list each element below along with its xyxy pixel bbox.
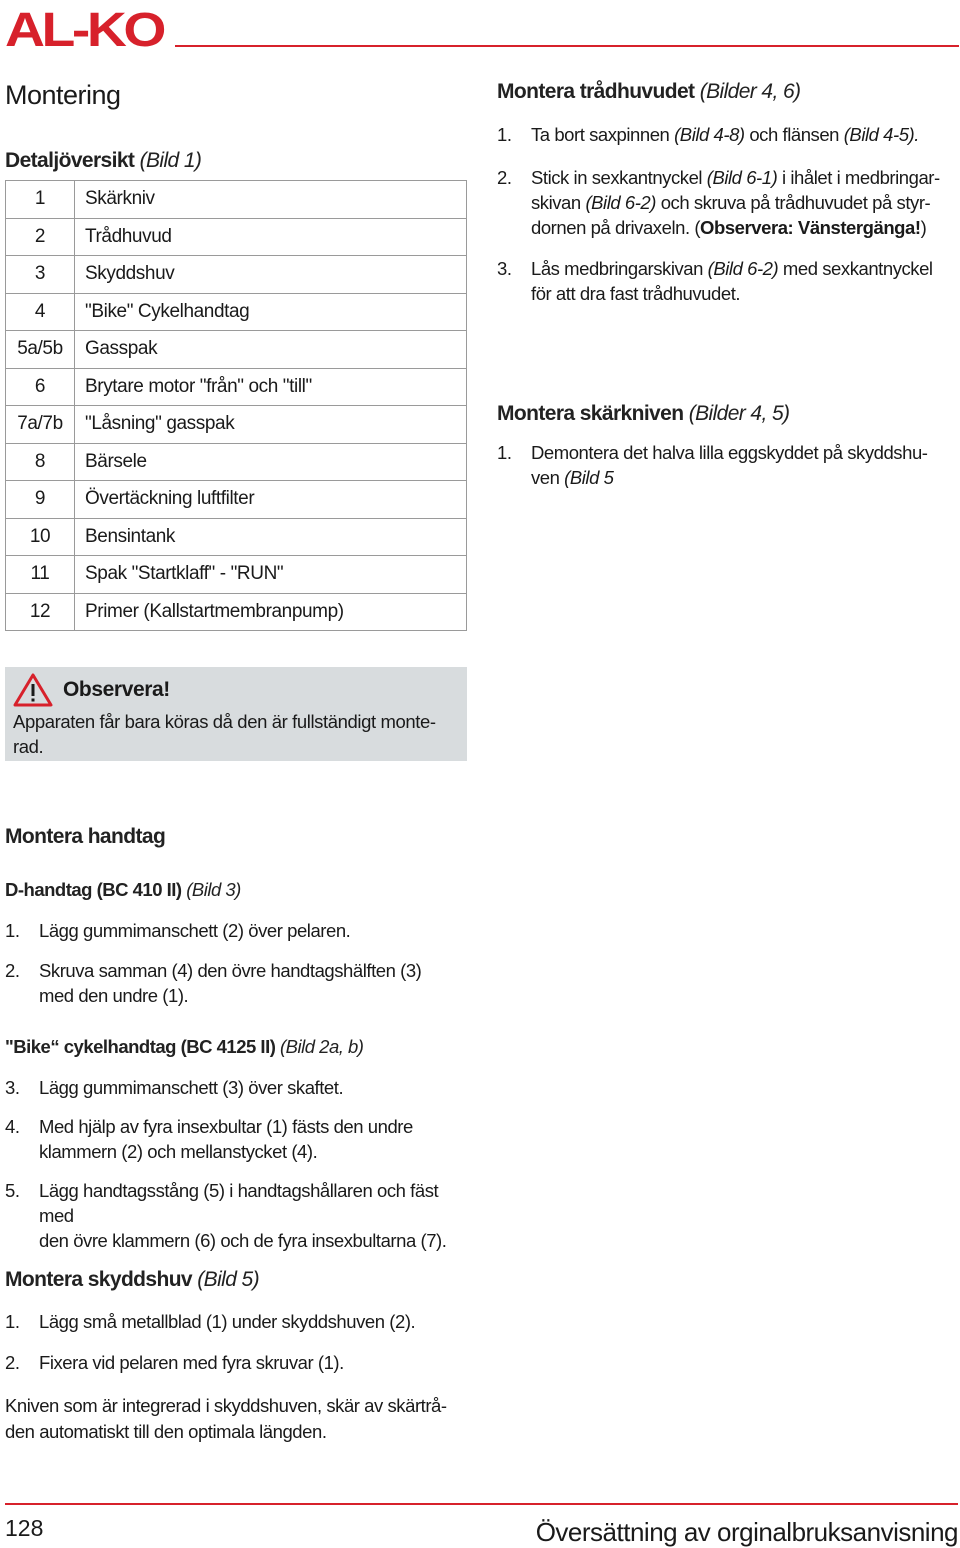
guard-note-line: den automatiskt till den optimala längden. (5, 1421, 327, 1442)
knife-heading-ref: (Bilder 4, 5) (688, 402, 790, 425)
header-rule (175, 45, 959, 47)
step-number: 2. (5, 1352, 20, 1373)
page-number: 128 (5, 1515, 44, 1541)
table-row (6, 218, 467, 256)
table-row (6, 518, 467, 556)
table-row (6, 481, 467, 519)
part-label: Bärsele (75, 443, 467, 481)
list-item (5, 1309, 475, 1334)
detail-heading-ref: (Bild 1) (139, 149, 202, 172)
part-label: Bensintank (75, 518, 467, 556)
list-item (497, 122, 957, 147)
step-text: Lägg små metallblad (1) under skyddshuven (2). (39, 1311, 416, 1332)
warning-triangle-icon (13, 673, 53, 707)
guard-note-line: Kniven som är integrerad i skyddshuven, skär av skärtrå- (5, 1395, 447, 1416)
footer-rule (5, 1503, 958, 1505)
detail-heading-text: Detaljöversikt (5, 149, 135, 172)
parts-table (5, 180, 467, 631)
step-number: 1. (497, 442, 512, 463)
list-item (5, 1075, 475, 1100)
table-row (6, 443, 467, 481)
part-number: 4 (6, 293, 75, 331)
step-text: ven (Bild 5 (531, 467, 614, 488)
part-number: 2 (6, 218, 75, 256)
detail-overview-heading (5, 149, 467, 173)
part-label: Spak "Startklaff" - "RUN" (75, 556, 467, 594)
notice-text-line: Apparaten får bara köras då den är fullständigt monte- (13, 711, 436, 732)
step-number: 4. (5, 1116, 20, 1137)
step-number: 3. (497, 258, 512, 279)
part-number: 1 (6, 181, 75, 219)
footer-title: Översättning av orginalbruksanvisning (535, 1517, 958, 1547)
page-title: Montering (5, 80, 121, 110)
table-row (6, 256, 467, 294)
bike-handle-heading (5, 1036, 363, 1058)
step-text: skivan (Bild 6-2) och skruva på trådhuvudet på styr- (531, 192, 931, 213)
part-number: 6 (6, 368, 75, 406)
list-item (497, 165, 957, 240)
step-number: 1. (5, 1311, 20, 1332)
d-handle-heading-text: D-handtag (BC 410 II) (5, 879, 182, 900)
step-number: 1. (5, 920, 20, 941)
guard-heading-text: Montera skyddshuv (5, 1268, 193, 1291)
step-text: Med hjälp av fyra insexbultar (1) fästs den undre (39, 1116, 413, 1137)
thread-head-heading-text: Montera trådhuvudet (497, 80, 695, 103)
list-item (5, 1178, 475, 1253)
list-item (5, 958, 475, 1008)
step-number: 2. (497, 167, 512, 188)
handle-heading: Montera handtag (5, 825, 166, 848)
step-text: dornen på drivaxeln. (Observera: Vänstergänga!) (531, 217, 927, 238)
d-handle-steps (5, 918, 475, 1008)
part-number: 11 (6, 556, 75, 594)
thread-head-steps (497, 122, 957, 306)
part-label: Skärkniv (75, 181, 467, 219)
step-number: 5. (5, 1180, 20, 1201)
part-label: Skyddshuv (75, 256, 467, 294)
table-row (6, 293, 467, 331)
d-handle-heading-ref: (Bild 3) (186, 879, 241, 900)
part-number: 5a/5b (6, 331, 75, 369)
step-text: Lägg handtagsstång (5) i handtagshållaren och fäst med (39, 1180, 439, 1226)
bike-handle-steps (5, 1075, 475, 1253)
page-header (0, 0, 960, 60)
part-number: 10 (6, 518, 75, 556)
left-column (5, 80, 467, 631)
guard-note (5, 1393, 475, 1445)
part-label: "Låsning" gasspak (75, 406, 467, 444)
notice-header (13, 673, 459, 707)
svg-text:AL-KO: AL-KO (5, 6, 165, 50)
part-label: Primer (Kallstartmembranpump) (75, 593, 467, 631)
part-label: Gasspak (75, 331, 467, 369)
step-text: Stick in sexkantnyckel (Bild 6-1) i ihålet i medbringar- (531, 167, 940, 188)
knife-heading (497, 402, 957, 426)
step-text: med den undre (1). (39, 985, 189, 1006)
part-label: "Bike" Cykelhandtag (75, 293, 467, 331)
bike-handle-heading-text: "Bike“ cykelhandtag (BC 4125 II) (5, 1036, 276, 1057)
step-text: för att dra fast trådhuvudet. (531, 283, 741, 304)
table-row (6, 368, 467, 406)
alko-logo (5, 6, 165, 50)
guard-heading-ref: (Bild 5) (197, 1268, 259, 1291)
thread-head-heading (497, 80, 957, 104)
step-text: Ta bort saxpinnen (Bild 4-8) och flänsen (Bild 4-5). (531, 124, 919, 145)
step-text: Lägg gummimanschett (2) över pelaren. (39, 920, 351, 941)
knife-steps (497, 440, 957, 490)
table-row (6, 593, 467, 631)
step-text: klammern (2) och mellanstycket (4). (39, 1141, 318, 1162)
part-label: Trådhuvud (75, 218, 467, 256)
step-number: 2. (5, 960, 20, 981)
guard-steps (5, 1309, 475, 1375)
part-label: Brytare motor "från" och "till" (75, 368, 467, 406)
table-row (6, 181, 467, 219)
notice-text (13, 709, 459, 759)
step-text: Skruva samman (4) den övre handtagshälften (3) (39, 960, 422, 981)
notice-title: Observera! (63, 678, 170, 701)
step-text: Fixera vid pelaren med fyra skruvar (1). (39, 1352, 344, 1373)
thread-head-heading-ref: (Bilder 4, 6) (699, 80, 801, 103)
part-number: 9 (6, 481, 75, 519)
list-item (497, 256, 957, 306)
step-number: 1. (497, 124, 512, 145)
notice-text-line: rad. (13, 736, 44, 757)
part-number: 8 (6, 443, 75, 481)
guard-heading (5, 1268, 259, 1292)
step-text: Demontera det halva lilla eggskyddet på skyddshu- (531, 442, 928, 463)
part-number: 7a/7b (6, 406, 75, 444)
step-number: 3. (5, 1077, 20, 1098)
list-item (5, 1350, 475, 1375)
d-handle-heading (5, 879, 241, 901)
knife-heading-text: Montera skärkniven (497, 402, 684, 425)
table-row (6, 556, 467, 594)
list-item (5, 918, 475, 943)
step-text: den övre klammern (6) och de fyra insexbultarna (7). (39, 1230, 447, 1251)
part-number: 12 (6, 593, 75, 631)
part-label: Övertäckning luftfilter (75, 481, 467, 519)
right-column (497, 80, 957, 490)
list-item (5, 1114, 475, 1164)
step-text: Lägg gummimanschett (3) över skaftet. (39, 1077, 344, 1098)
table-row (6, 331, 467, 369)
bike-handle-heading-ref: (Bild 2a, b) (280, 1036, 364, 1057)
part-number: 3 (6, 256, 75, 294)
notice-box (5, 667, 467, 761)
table-row (6, 406, 467, 444)
step-text: Lås medbringarskivan (Bild 6-2) med sexkantnyckel (531, 258, 933, 279)
list-item (497, 440, 957, 490)
